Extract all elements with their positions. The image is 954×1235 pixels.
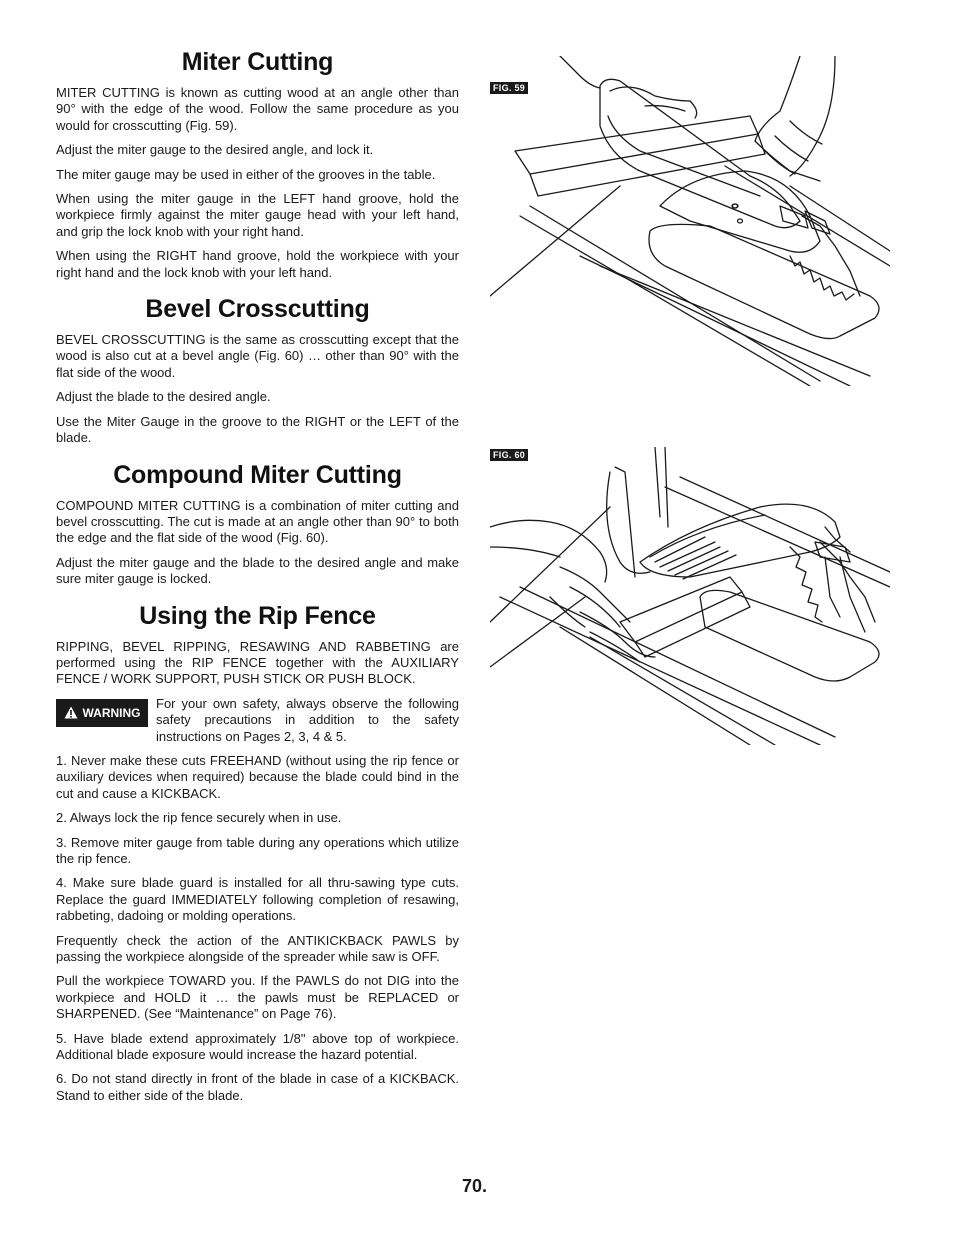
paragraph: Frequently check the action of the ANTIKICKBACK PAWLS by passing the workpiece alongside of the spreader while saw is OFF.	[56, 932, 459, 965]
paragraph: When using the RIGHT hand groove, hold the workpiece with your right hand and the lock knob with your left hand.	[56, 248, 459, 280]
paragraph: 2. Always lock the rip fence securely when in use.	[56, 810, 342, 826]
paragraph: Adjust the miter gauge and the blade to the desired angle and make sure miter gauge is locked.	[56, 554, 459, 587]
paragraph: Pull the workpiece TOWARD you. If the PAWLS do not DIG into the workpiece and HOLD it … the pawls must be REPLACED or SHARPENED. (See “Maintenance” on Page 76).	[56, 973, 459, 1022]
section-bevel-crosscutting	[56, 295, 459, 446]
section-title: Compound Miter Cutting	[113, 460, 402, 489]
paragraph: The miter gauge may be used in either of the grooves in the table.	[56, 166, 436, 182]
figure-label: FIG. 60	[490, 449, 528, 461]
paragraph: 5. Have blade extend approximately 1/8" above top of workpiece. Additional blade exposure would increase the hazard potential.	[56, 1030, 459, 1063]
figure-59	[490, 56, 890, 386]
paragraph: Adjust the miter gauge to the desired angle, and lock it.	[56, 142, 374, 158]
section-title: Using the Rip Fence	[139, 601, 376, 630]
warning-triangle-icon	[64, 706, 78, 719]
paragraph: Use the Miter Gauge in the groove to the RIGHT or the LEFT of the blade.	[56, 413, 459, 446]
paragraph: COMPOUND MITER CUTTING is a combination of miter cutting and bevel crosscutting. The cut is made at an angle other than 90° to both the edge and the flat side of the wood (Fig. 60).	[56, 497, 459, 546]
paragraph: 3. Remove miter gauge from table during any operations which utilize the rip fence.	[56, 834, 459, 866]
warning-block	[56, 696, 459, 745]
miter-cut-illustration	[490, 56, 890, 386]
page-number: 70.	[462, 1176, 488, 1196]
section-title: Miter Cutting	[181, 48, 334, 76]
section-rip-fence	[56, 602, 459, 1105]
figure-label: FIG. 59	[490, 82, 528, 94]
paragraph: RIPPING, BEVEL RIPPING, RESAWING AND RABBETING are performed using the RIP FENCE together with the AUXILIARY FENCE / WORK SUPPORT, PUSH STICK OR PUSH BLOCK.	[56, 638, 459, 687]
section-miter-cutting	[56, 48, 459, 281]
paragraph: When using the miter gauge in the LEFT hand groove, hold the workpiece firmly against the miter gauge head with your left hand, and grip the lock knob with your right hand.	[56, 191, 459, 239]
paragraph: Adjust the blade to the desired angle.	[56, 389, 271, 405]
warning-badge	[56, 699, 148, 727]
text-column	[56, 48, 459, 1118]
paragraph: 6. Do not stand directly in front of the blade in case of a KICKBACK. Stand to either side of the blade.	[56, 1071, 459, 1103]
paragraph: 1. Never make these cuts FREEHAND (without using the rip fence or auxiliary devices when required) because the blade could bind in the cut and cause a KICKBACK.	[56, 752, 459, 801]
warning-text: For your own safety, always observe the following safety precautions in addition to the safety instructions on Pages 2, 3, 4 & 5.	[156, 695, 459, 744]
bevel-cut-illustration	[490, 447, 890, 745]
paragraph: 4. Make sure blade guard is installed for all thru-sawing type cuts. Replace the guard IMMEDIATELY following completion of resawing, rabbeting, dadoing or molding operations.	[56, 875, 459, 924]
figure-60	[490, 447, 890, 745]
paragraph: BEVEL CROSSCUTTING is the same as crosscutting except that the wood is also cut at a bevel angle (Fig. 60) … other than 90° with the flat side of the wood.	[56, 332, 459, 380]
warning-label: WARNING	[82, 705, 141, 720]
paragraph: MITER CUTTING is known as cutting wood at an angle other than 90° with the edge of the wood. Follow the same procedure as you would for crosscutting (Fig. 59).	[56, 85, 459, 133]
section-compound-miter-cutting	[56, 461, 459, 588]
section-title: Bevel Crosscutting	[145, 295, 370, 324]
